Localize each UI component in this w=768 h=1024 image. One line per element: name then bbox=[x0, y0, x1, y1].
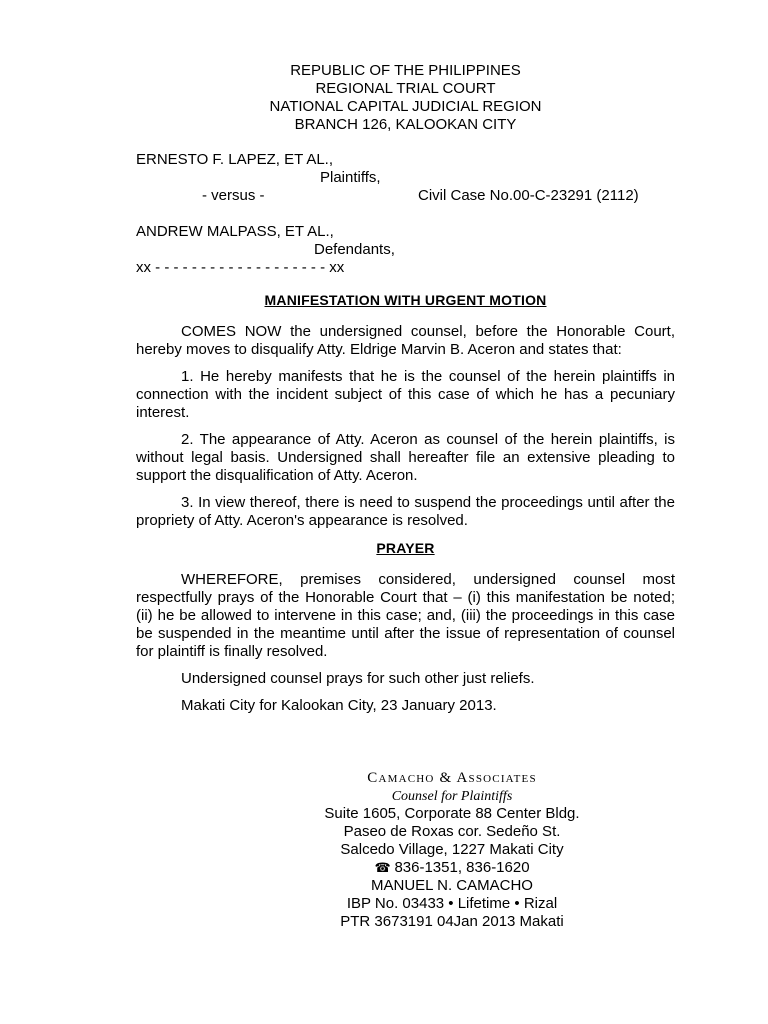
signature-block bbox=[300, 768, 604, 931]
caption-separator: xx - - - - - - - - - - - - - - - - - - - xx bbox=[136, 259, 345, 276]
plaintiff-name: ERNESTO F. LAPEZ, ET AL., bbox=[136, 151, 334, 168]
address-line-2: Paseo de Roxas cor. Sedeño St. bbox=[343, 823, 561, 840]
paragraph-intro: COMES NOW the undersigned counsel, before the Honorable Court, hereby moves to disqualify Atty. Eldrige Marvin B. Aceron and states that: bbox=[136, 323, 675, 358]
counsel-name: MANUEL N. CAMACHO bbox=[371, 877, 533, 894]
counsel-for: Counsel for Plaintiffs bbox=[391, 789, 513, 804]
case-caption bbox=[136, 151, 675, 277]
place-date-paragraph: Makati City for Kalookan City, 23 January 2013. bbox=[181, 697, 497, 714]
paragraph-2: 2. The appearance of Atty. Aceron as counsel of the herein plaintiffs, is without legal basis. Undersigned shall hereafter file an extensive pleading to support the disqualification of Atty. Aceron. bbox=[136, 431, 675, 484]
prayer-heading: PRAYER bbox=[376, 540, 435, 556]
header-line-republic: REPUBLIC OF THE PHILIPPINES bbox=[290, 62, 521, 79]
header-line-region: NATIONAL CAPITAL JUDICIAL REGION bbox=[269, 98, 542, 115]
firm-name: Camacho & Associates bbox=[367, 770, 537, 786]
paragraph-3: 3. In view thereof, there is need to suspend the proceedings until after the propriety of Atty. Aceron's appearance is resolved. bbox=[136, 494, 675, 529]
reliefs-paragraph: Undersigned counsel prays for such other just reliefs. bbox=[181, 670, 535, 687]
versus-label: - versus - bbox=[202, 187, 265, 204]
document-page bbox=[136, 62, 675, 715]
court-header bbox=[136, 62, 675, 134]
ptr-number: PTR 3673191 04Jan 2013 Makati bbox=[340, 913, 564, 930]
paragraph-1: 1. He hereby manifests that he is the counsel of the herein plaintiffs in connection with the incident subject of this case of which he has a pecuniary interest. bbox=[136, 368, 675, 421]
telephone-icon: ☎ bbox=[374, 860, 391, 875]
defendant-name: ANDREW MALPASS, ET AL., bbox=[136, 223, 334, 240]
prayer-paragraph: WHEREFORE, premises considered, undersigned counsel most respectfully prays of the Honorable Court that – (i) this manifestation be noted; (ii) he be allowed to intervene in this case; and, (iii) the proceedings in this case be suspended in the meantime until after the issue of representation of counsel for plaintiff is finally resolved. bbox=[136, 571, 675, 660]
address-line-3: Salcedo Village, 1227 Makati City bbox=[340, 841, 564, 858]
header-line-branch: BRANCH 126, KALOOKAN CITY bbox=[294, 116, 517, 133]
address-line-1: Suite 1605, Corporate 88 Center Bldg. bbox=[324, 805, 580, 822]
case-number: Civil Case No.00-C-23291 (2112) bbox=[418, 187, 639, 204]
phone-line bbox=[300, 859, 604, 877]
document-title: MANIFESTATION WITH URGENT MOTION bbox=[264, 292, 547, 308]
plaintiff-role: Plaintiffs, bbox=[320, 169, 381, 186]
phone-numbers: 836-1351, 836-1620 bbox=[394, 859, 530, 876]
defendant-role: Defendants, bbox=[314, 241, 395, 258]
ibp-number: IBP No. 03433 • Lifetime • Rizal bbox=[346, 895, 558, 912]
header-line-court: REGIONAL TRIAL COURT bbox=[315, 80, 496, 97]
